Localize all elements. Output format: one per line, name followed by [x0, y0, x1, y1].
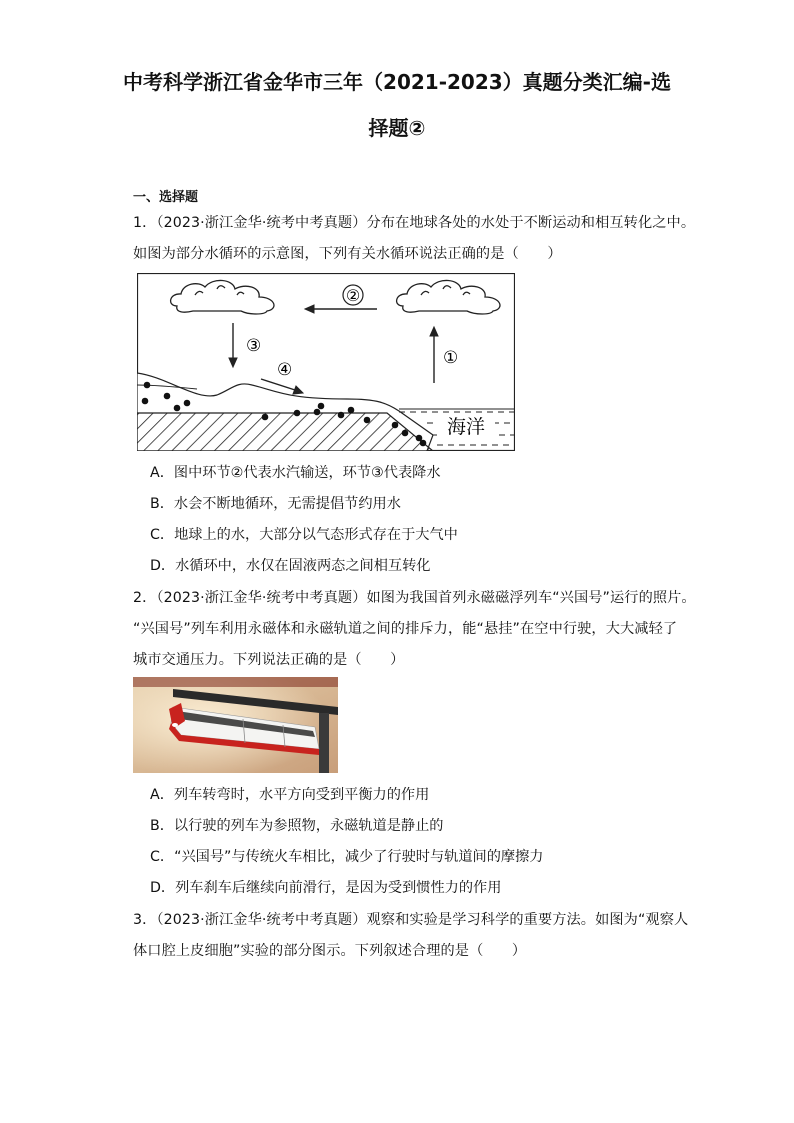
- question-1-option-c: C．地球上的水，大部分以气态形式存在于大气中: [150, 527, 458, 543]
- label-1: ①: [443, 348, 459, 368]
- document-title-line2: 择题②: [368, 116, 426, 140]
- question-1-option-a: A．图中环节②代表水汽输送，环节③代表降水: [150, 465, 441, 481]
- question-1-option-b: B．水会不断地循环，无需提倡节约用水: [150, 496, 401, 512]
- section-heading: 一、选择题: [133, 190, 199, 205]
- question-3-stem-line1: 3．（2023·浙江金华·统考中考真题）观察和实验是学习科学的重要方法。如图为“观察人: [133, 912, 689, 928]
- question-1-stem-line1: 1．（2023·浙江金华·统考中考真题）分布在地球各处的水处于不断运动和相互转化之中。: [133, 215, 696, 231]
- question-1-option-d: D．水循环中，水仅在固液两态之间相互转化: [150, 558, 431, 574]
- label-4: ④: [277, 360, 293, 380]
- question-2-option-a: A．列车转弯时，水平方向受到平衡力的作用: [150, 787, 430, 803]
- question-2-option-c: C．“兴国号”与传统火车相比，减少了行驶时与轨道间的摩擦力: [150, 849, 544, 865]
- question-2-option-b: B．以行驶的列车为参照物，永磁轨道是静止的: [150, 818, 444, 834]
- ocean-label: 海洋: [446, 416, 486, 438]
- question-2-stem-line3: 城市交通压力。下列说法正确的是（ ）: [133, 652, 405, 668]
- label-3: ③: [246, 336, 262, 356]
- water-cycle-diagram: [137, 273, 515, 451]
- question-3-stem-line2: 体口腔上皮细胞”实验的部分图示。下列叙述合理的是（ ）: [133, 943, 527, 959]
- label-2: ②: [345, 286, 361, 305]
- question-2-stem-line2: “兴国号”列车利用永磁体和永磁轨道之间的排斥力，能“悬挂”在空中行驶，大大减轻了: [133, 621, 678, 637]
- bedrock-layer: [137, 413, 433, 451]
- maglev-train-photo: [133, 677, 338, 773]
- question-1-stem-line2: 如图为部分水循环的示意图，下列有关水循环说法正确的是（ ）: [133, 246, 562, 262]
- question-2-stem-line1: 2．（2023·浙江金华·统考中考真题）如图为我国首列永磁磁浮列车“兴国号”运行的照片。: [133, 590, 696, 606]
- document-title-line1: 中考科学浙江省金华市三年（2021-2023）真题分类汇编-选: [123, 70, 671, 94]
- question-2-option-d: D．列车刹车后继续向前滑行，是因为受到惯性力的作用: [150, 880, 502, 896]
